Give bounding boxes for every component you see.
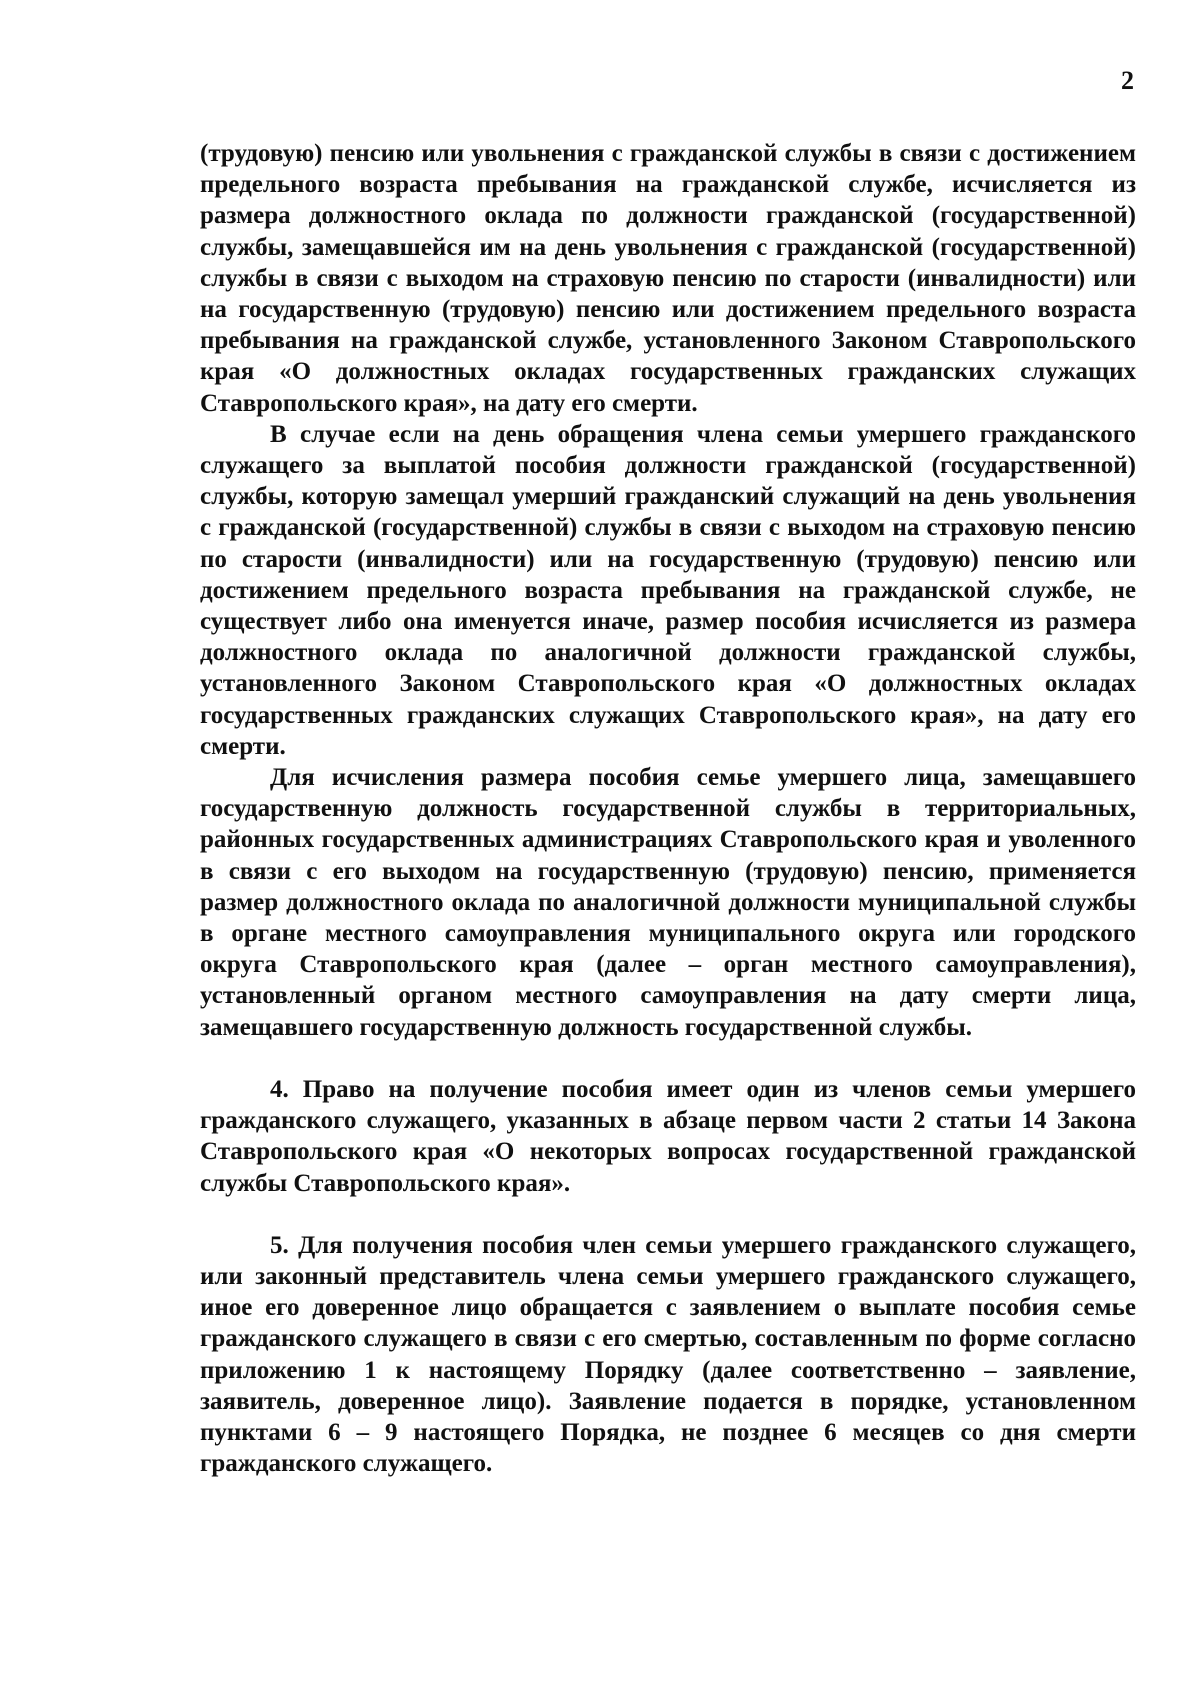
- paragraph-case-nonexistent-position: В случае если на день обращения члена семьи умершего гражданского служащего за выплатой пособия должности гражданской (государственной) службы, которую замещал умерший гражданский служащий на день увольнения с гражданской (государственной) службы в связи с выходом на страховую пенсию по старости (инвалидности) или на государственную (трудовую) пенсию или достижением предельного возраста пребывания на гражданской службе, не существует либо она именуется иначе, размер пособия исчисляется из размера должностного оклада по аналогичной должности гражданской службы, установленного Законом Ставропольского края «О должностных окладах государственных гражданских служащих Ставропольского края», на дату его смерти.: [200, 420, 1136, 760]
- paragraph-item-4: 4. Право на получение пособия имеет один из членов семьи умершего гражданского служащего, указанных в абзаце первом части 2 статьи 14 Закона Ставропольского края «О некоторых вопросах государственной гражданской службы Ставропольского края».: [200, 1075, 1136, 1197]
- document-body: [200, 138, 1136, 1479]
- paragraph-item-5: 5. Для получения пособия член семьи умершего гражданского служащего, или законный представитель члена семьи умершего гражданского служащего, иное его доверенное лицо обращается с заявлением о выплате пособия семье гражданского служащего в связи с его смертью, составленным по форме согласно приложению 1 к настоящему Порядку (далее соответственно – заявление, заявитель, доверенное лицо). Заявление подается в порядке, установленном пунктами 6 – 9 настоящего Порядка, не позднее 6 месяцев со дня смерти гражданского служащего.: [200, 1231, 1136, 1478]
- page-number: 2: [1121, 66, 1134, 95]
- paragraph-continuation: (трудовую) пенсию или увольнения с гражданской службы в связи с достижением предельного возраста пребывания на гражданской службе, исчисляется из размера должностного оклада по должности гражданской (государственной) службы, замещавшейся им на день увольнения с гражданской (государственной) службы в связи с выходом на страховую пенсию по старости (инвалидности) или на государственную (трудовую) пенсию или достижением предельного возраста пребывания на гражданской службе, установленного Законом Ставропольского края «О должностных окладах государственных гражданских служащих Ставропольского края», на дату его смерти.: [200, 140, 1136, 417]
- paragraph-state-position-calculation: Для исчисления размера пособия семье умершего лица, замещавшего государственную должность государственной службы в территориальных, районных государственных администрациях Ставропольского края и уволенного в связи с его выходом на государственную (трудовую) пенсию, применяется размер должностного оклада по аналогичной должности муниципальной службы в органе местного самоуправления муниципального округа или городского округа Ставропольского края (далее – орган местного самоуправления), установленный органом местного самоуправления на дату смерти лица, замещавшего государственную должность государственной службы.: [200, 764, 1136, 1041]
